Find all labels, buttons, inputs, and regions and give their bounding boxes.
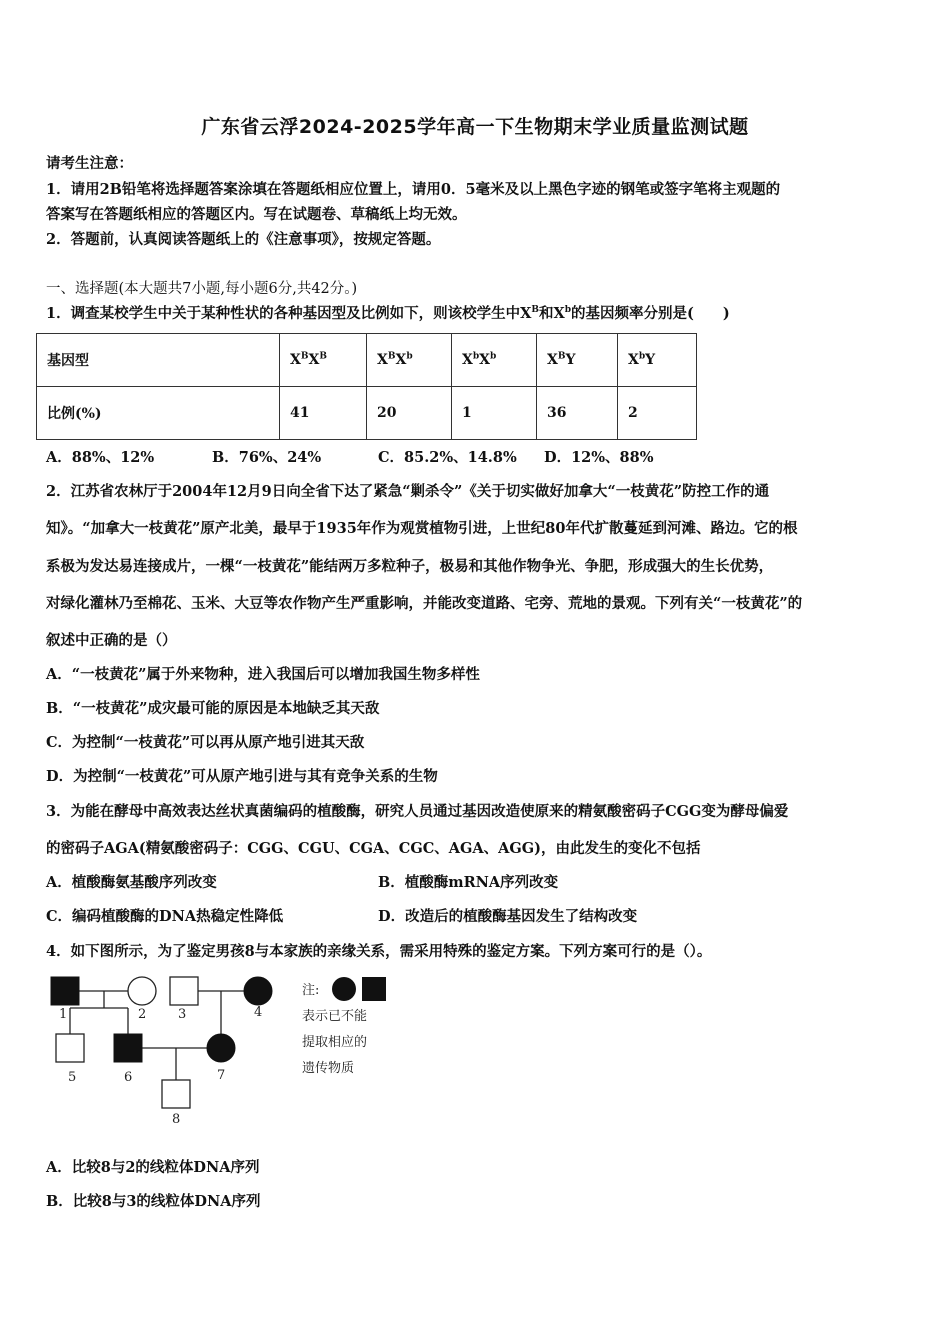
legend-note-prefix: 注: [302, 983, 320, 998]
q4-stem: 4．如下图所示，为了鉴定男孩8与本家族的亲缘关系，需采用特殊的鉴定方案。下列方案可行的是（）。 [46, 943, 712, 960]
pedigree-label: 1 [59, 1007, 68, 1022]
q2-option-a[interactable]: A．“一枝黄花”属于外来物种，进入我国后可以增加我国生物多样性 [46, 666, 480, 683]
pedigree-label: 7 [217, 1068, 226, 1083]
legend-note-line: 遗传物质 [302, 1061, 355, 1076]
q2-option-d[interactable]: D．为控制“一枝黄花”可从原产地引进与其有竞争关系的生物 [46, 768, 438, 785]
q3-stem-line: 3．为能在酵母中高效表达丝状真菌编码的植酸酶，研究人员通过基因改造使原来的精氨酸密码子CGG变为酵母偏爱 [46, 803, 789, 820]
pedigree-diagram [44, 970, 404, 1130]
legend-filled-circle-icon [332, 977, 356, 1001]
genotype-cell: $X^BX^b$ [367, 334, 452, 387]
q4-option-b[interactable]: B．比较8与3的线粒体DNA序列 [46, 1193, 261, 1210]
pedigree-label: 4 [254, 1005, 263, 1020]
page-title: 广东省云浮2024-2025学年高一下生物期末学业质量监测试题 [201, 116, 749, 138]
q2-stem-line: 2．江苏省农林厅于2004年12月9日向全省下达了紧急“剿杀令”《关于切实做好加拿大“一枝黄花”防控工作的通 [46, 483, 770, 500]
table-header-cell: 比例(%) [37, 387, 280, 440]
pedigree-individual-1 [51, 977, 79, 1005]
q3-option-a[interactable]: A．植酸酶氨基酸序列改变 [46, 874, 217, 891]
pedigree-individual-4 [244, 977, 272, 1005]
q2-stem-line: 对绿化灌林乃至棉花、玉米、大豆等农作物产生严重影响，并能改变道路、宅旁、荒地的景观。下列有关“一枝黄花”的 [46, 595, 803, 612]
genotype-cell: $X^BX^B$ [280, 334, 367, 387]
pedigree-label: 2 [138, 1007, 147, 1022]
q3-option-c[interactable]: C．编码植酸酶的DNA热稳定性降低 [46, 908, 284, 925]
q4-option-a[interactable]: A．比较8与2的线粒体DNA序列 [46, 1159, 260, 1176]
q1-option-d[interactable]: D．12%、88% [544, 449, 654, 466]
legend-note-line: 提取相应的 [302, 1035, 368, 1050]
pedigree-individual-8 [162, 1080, 190, 1108]
q2-stem-line: 系极为发达易连接成片，一棵“一枝黄花”能结两万多粒种子，极易和其他作物争光、争肥，形成强大的生长优势， [46, 558, 774, 575]
q2-option-c[interactable]: C．为控制“一枝黄花”可以再从原产地引进其天敌 [46, 734, 365, 751]
q2-option-b[interactable]: B．“一枝黄花”成灾最可能的原因是本地缺乏其天敌 [46, 700, 380, 717]
q1-option-c[interactable]: C．85.2%、14.8% [378, 449, 517, 466]
pedigree-label: 8 [172, 1112, 181, 1127]
notice-item-2: 2．答题前，认真阅读答题纸上的《注意事项》，按规定答题。 [46, 231, 441, 248]
ratio-cell: 41 [280, 387, 367, 440]
q1-option-a[interactable]: A．88%、12% [46, 449, 155, 466]
genotype-cell: $X^bX^b$ [452, 334, 537, 387]
ratio-cell: 20 [367, 387, 452, 440]
section-heading: 一、选择题(本大题共7小题,每小题6分,共42分。) [46, 281, 358, 297]
genotype-cell: $X^bY$ [618, 334, 697, 387]
q1-option-b[interactable]: B．76%、24% [212, 449, 322, 466]
ratio-cell: 2 [618, 387, 697, 440]
ratio-cell: 1 [452, 387, 537, 440]
pedigree-individual-2 [128, 977, 156, 1005]
table-header-cell: 基因型 [37, 334, 280, 387]
table-row [37, 334, 697, 387]
notice-item-1: 1．请用2B铅笔将选择题答案涂填在答题纸相应位置上，请用0．5毫米及以上黑色字迹的钢笔或签字笔将主观题的 [46, 181, 781, 198]
table-row [37, 387, 697, 440]
genotype-cell: $X^BY$ [537, 334, 618, 387]
pedigree-individual-6 [114, 1034, 142, 1062]
pedigree-individual-5 [56, 1034, 84, 1062]
pedigree-label: 3 [178, 1007, 187, 1022]
pedigree-individual-3 [170, 977, 198, 1005]
ratio-cell: 36 [537, 387, 618, 440]
q3-option-b[interactable]: B．植酸酶mRNA序列改变 [378, 874, 559, 891]
q3-stem-line: 的密码子AGA(精氨酸密码子：CGG、CGU、CGA、CGC、AGA、AGG)，由此发生的变化不包括 [46, 840, 701, 857]
notice-heading: 请考生注意： [46, 155, 133, 172]
q1-stem: 1．调查某校学生中关于某种性状的各种基因型及比例如下，则该校学生中$X^B$和$X^b$的基因频率分别是( ) [46, 305, 730, 322]
pedigree-individual-7 [207, 1034, 235, 1062]
pedigree-label: 6 [124, 1070, 133, 1085]
legend-note-line: 表示已不能 [302, 1009, 368, 1024]
pedigree-label: 5 [68, 1070, 77, 1085]
notice-item-1-cont: 答案写在答题纸相应的答题区内。写在试题卷、草稿纸上均无效。 [46, 206, 467, 223]
q2-stem-line: 知》。“加拿大一枝黄花”原产北美，最早于1935年作为观赏植物引进，上世纪80年代扩散蔓延到河滩、路边。它的根 [46, 520, 798, 537]
genotype-table [36, 333, 697, 440]
q3-option-d[interactable]: D．改造后的植酸酶基因发生了结构改变 [378, 908, 638, 925]
q2-stem-line: 叙述中正确的是（） [46, 632, 177, 649]
legend-filled-square-icon [362, 977, 386, 1001]
